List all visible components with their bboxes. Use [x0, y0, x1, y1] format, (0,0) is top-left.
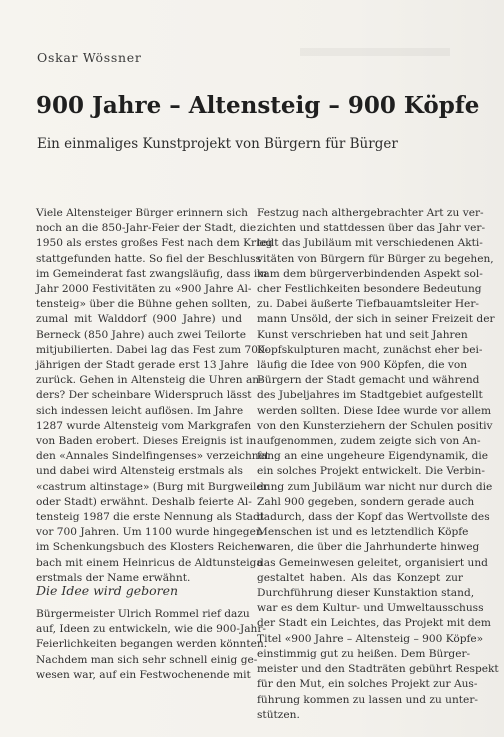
text-line: sich indessen leicht auflösen. Im Jahre [36, 404, 244, 417]
text-line: jährigen der Stadt gerade erst 13 Jahre [36, 359, 249, 372]
text-line: ein solches Projekt entwickelt. Die Verbin- [257, 465, 485, 478]
text-line: Bürgern der Stadt gemacht und während [257, 374, 480, 387]
text-line: wesen war, auf ein Festwochenende mit [36, 668, 251, 681]
text-line: für den Mut, ein solches Projekt zur Aus- [257, 678, 478, 691]
text-line: zichten und stattdessen über das Jahr ver- [257, 222, 486, 235]
text-line: bach mit einem Heinricus de Aldtunsteiga [36, 556, 263, 569]
text-line: Zahl 900 gegeben, sondern gerade auch [257, 495, 475, 508]
text-line: auf, Ideen zu entwickeln, wie die 900-Jahr- [36, 623, 266, 636]
left-column-section-body [36, 607, 268, 683]
text-line: Kunst verschrieben hat und seit Jahren [257, 328, 468, 341]
text-line: zu. Dabei äußerte Tiefbauamtsleiter Her- [257, 298, 479, 311]
text-line: dung zum Jubiläum war nicht nur durch die [257, 480, 493, 493]
text-line: mitjubilierten. Dabei lag das Fest zum 700- [36, 343, 269, 356]
text-line: Titel «900 Jahre – Altensteig – 900 Köpfe» [257, 632, 484, 645]
text-line: kam dem bürgerverbindenden Aspekt sol- [257, 267, 483, 280]
text-line: vor 700 Jahren. Um 1100 wurde hingegen [36, 526, 263, 539]
text-line: im Schenkungsbuch des Klosters Reichen- [36, 541, 265, 554]
text-line: führung kommen zu lassen und zu unter- [257, 693, 478, 706]
text-line: war es dem Kultur- und Umweltausschuss [257, 602, 484, 615]
running-header-author: Oskar Wössner [37, 50, 142, 65]
page-show-through [300, 48, 450, 56]
text-line: den «Annales Sindelfingenses» verzeichnet [36, 450, 270, 463]
text-line: des Jubeljahres im Stadtgebiet aufgestellt [257, 389, 483, 402]
text-line: stattgefunden hatte. So fiel der Beschluss [36, 252, 261, 265]
text-line: von Baden erobert. Dieses Ereignis ist in [36, 435, 257, 448]
text-line: vitäten von Bürgern für Bürger zu begehen, [257, 252, 494, 265]
text-line: «castrum altinstage» (Burg mit Burgweiler [36, 480, 268, 493]
text-line: und dabei wird Altensteig erstmals als [36, 465, 243, 478]
text-line: dadurch, dass der Kopf das Wertvollste des [257, 511, 490, 524]
text-line: erstmals der Name erwähnt. [36, 571, 191, 584]
text-line: Nachdem man sich sehr schnell einig ge- [36, 653, 258, 666]
section-heading: Die Idee wird geboren [36, 583, 179, 598]
text-line: Kopfskulpturen macht, zunächst eher bei- [257, 343, 483, 356]
text-line: aufgenommen, zudem zeigte sich von An- [257, 435, 481, 448]
text-line: meister und den Stadträten gebührt Respekt [257, 663, 499, 676]
article-title: 900 Jahre – Altensteig – 900 Köpfe [36, 92, 480, 119]
text-line: noch an die 850-Jahr-Feier der Stadt, die [36, 222, 257, 235]
article-subtitle: Ein einmaliges Kunstprojekt von Bürgern für Bürger [37, 136, 398, 152]
text-line: im Gemeinderat fast zwangsläufig, dass im [36, 267, 268, 280]
text-line: gestaltet haben. Als das Konzept zur [257, 571, 463, 584]
text-line: Menschen ist und es letztendlich Köpfe [257, 526, 469, 539]
text-line: waren, die über die Jahrhunderte hinweg [257, 541, 480, 554]
text-line: Bürgermeister Ulrich Rommel rief dazu [36, 608, 250, 620]
text-line: werden sollten. Diese Idee wurde vor allem [257, 404, 491, 417]
left-column-body [36, 206, 273, 586]
text-line: stützen. [257, 708, 300, 721]
text-line: 1287 wurde Altensteig vom Markgrafen [36, 419, 252, 432]
text-line: das Gemeinwesen geleitet, organisiert und [257, 556, 488, 569]
text-line: Berneck (850 Jahre) auch zwei Teilorte [36, 328, 247, 341]
text-line: tensteig 1987 die erste Nennung als Stadt [36, 511, 265, 524]
text-line: teilt das Jubiläum mit verschiedenen Akti- [257, 237, 483, 250]
text-line: Viele Altensteiger Bürger erinnern sich [36, 207, 248, 219]
text-line: Feierlichkeiten begangen werden könnten. [36, 638, 268, 651]
text-line: Durchführung dieser Kunstaktion stand, [257, 587, 475, 600]
text-line: 1950 als erstes großes Fest nach dem Krieg [36, 237, 273, 250]
text-line: tensteig» über die Bühne gehen sollten, [36, 298, 251, 311]
text-line: von den Kunsterziehern der Schulen positiv [257, 419, 493, 432]
text-line: ders? Der scheinbare Widerspruch lässt [36, 389, 252, 402]
text-line: einstimmig gut zu heißen. Dem Bürger- [257, 647, 471, 660]
text-line: zumal mit Walddorf (900 Jahre) und [36, 313, 242, 326]
text-line: zurück. Gehen in Altensteig die Uhren an- [36, 374, 263, 387]
text-line: läufig die Idee von 900 Köpfen, die von [257, 359, 468, 372]
text-line: oder Stadt) erwähnt. Deshalb feierte Al- [36, 495, 252, 508]
text-line: der Stadt ein Leichtes, das Projekt mit dem [257, 617, 491, 630]
right-column-body [257, 206, 499, 723]
text-line: fang an eine ungeheure Eigendynamik, die [257, 450, 489, 463]
text-line: cher Festlichkeiten besondere Bedeutung [257, 283, 482, 296]
text-line: mann Unsöld, der sich in seiner Freizeit der [257, 313, 495, 326]
text-line: Jahr 2000 Festivitäten zu «900 Jahre Al- [36, 283, 252, 296]
text-line: Festzug nach althergebrachter Art zu ver- [257, 207, 484, 219]
